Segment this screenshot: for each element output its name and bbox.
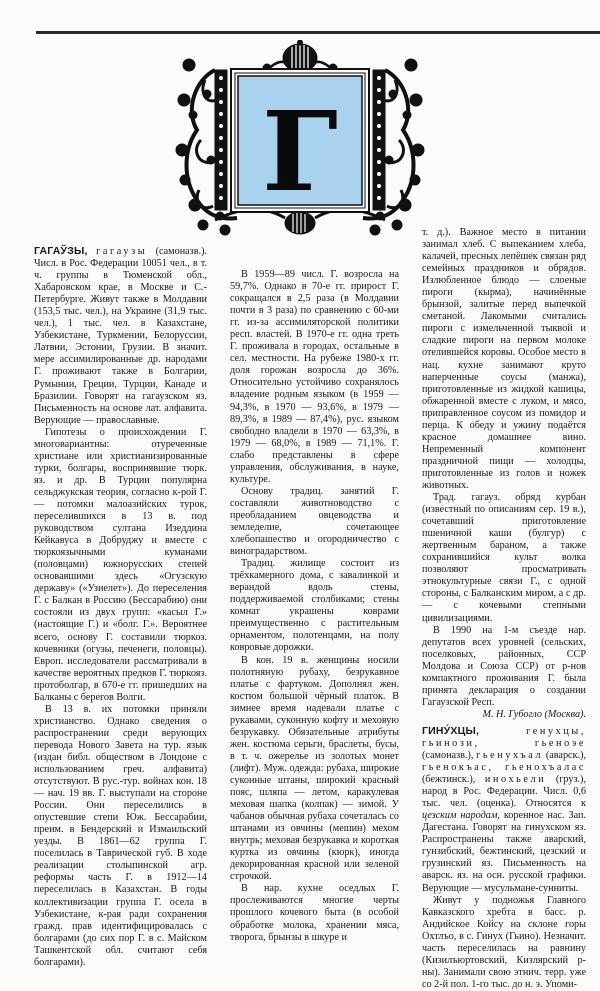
paragraph-settlement: Живут у подножья Главного Кавказского хребта в басс. р. Андийское Койсу на склоне горы Охтлъо, в с. Гинух (Гьино). Незначит. часть переселилась на равнину (Кизилъюртовский, Кизлярский р-ны). Занимали свою этнич. терр. уже со 2-й пол. 1-го тыс. до н. э. Упоми- (422, 894, 586, 990)
paragraph-1990-declaration: В 1990 на 1-м съезде нар. депутатов всех уровней (сельских, поселковых, районных, ССР Молдова и Союза ССР) от р-нов компактного проживания Г. была принята декларация о создании Гагаузской Респ. (422, 624, 586, 708)
paragraph-dwelling: Традиц. жилище состоит из трёхкамерного дома, с завалинкой и верандой вдоль стены, поддерживаемой столбиками; стены комнат украшены коврами преимущественно с растительным орнаментом, полотенцами, на полу ковровые дорожки. (230, 558, 399, 654)
column-right (422, 227, 586, 991)
headword-gagauzy: ГАГАЎЗЫ, (34, 245, 88, 257)
initial-letter: Г (262, 87, 338, 216)
paragraph-text: (бежтинск.), (422, 774, 476, 786)
entry-ginukhtsy-intro (422, 725, 586, 895)
paragraph-rituals: Трад. гагауз. обряд курбан (известный по описаниям сер. 19 в.), сочетавший приготовление пшеничной каши (булгур) с жертвенным бараном, а также сохранившийся культ волка позволяют просматривать этнокультурные связи Г., с одной стороны, с Балканским миром, а с др. — с кочевыми степными цивилизациями. (422, 492, 586, 624)
paragraph-text: (груз.), народ в Рос. Федерации. Числ. 0,6 тыс. чел. (оценка). Относятся к (422, 774, 586, 810)
entry-gagauzy-intro (34, 245, 207, 427)
native-name: гьенокъас, гьенохъалас (422, 762, 586, 774)
paragraph-text: (самоназв.), (422, 750, 474, 762)
column-left (34, 245, 207, 969)
native-name: инохьели (484, 774, 547, 786)
headword-ginukhtsy: ГИНУ́ХЦЫ, (422, 724, 480, 737)
top-rule (36, 31, 600, 34)
paragraph-origins: Гипотезы о происхождении Г. многовариантны: отуреченные христиане или христианизированные турки, болгары, воспринявшие тюрк. яз. и др. В Турции популярна сельджукская теория, согласно к-рой Г. — потомки малоазийских турок, переселившихся в 13 в. под руководством султана Изеддина Кейкавуса в Добруджу и вместе с тюркоязычными куманами (половцами) южнорусских степей основавшими здесь «Огузскую державу» («Узиелет»). До переселения Г. с Балкан в Россию (Бессарабию) они состояли из двух групп: «касыл Г.» (настоящие Г.) и «болг. Г.». Вероятнее всего, основу Г. составили тюркоз. кочевники (огузы, печенеги, половцы). Европ. исследователи рассматривали в качестве вероятных предков Г. тюркояз. протоболгар, в 670-е гг. пришедших на Балканы с берегов Волги. (34, 426, 207, 703)
paragraph-occupations: Основу традиц. занятий Г. составляли животноводство с преобладанием овцеводства и земледелие, сочетающее хлебопашество и огородничество с виноградарством. (230, 485, 399, 558)
ornamental-letter-frame (175, 40, 425, 238)
author-signature: М. Н. Губогло (Москва). (482, 708, 586, 720)
paragraph-text: коренное нас. Зап. Дагестана. Говорят на гинухском яз. Распространены также аварский, гунзибский, бежтинский, цезский и грузинский яз. Письменность на аварск. яз. на осн. русской графики. Верующие — мусульмане-сунниты. (422, 810, 586, 894)
cross-reference-link[interactable]: цезским народам, (422, 810, 500, 822)
paragraph-clothing: В кон. 19 в. женщины носили полотняную рубаху, безрукавное платье с фартуком. Дополнял жен. костюм большой чёрный платок. В зимнее время надевали платье с рукавами, суконную кофту и меховую безрукавку. Обязательные атрибуты жен. костюма серьги, браслеты, бусы, в т. ч. ожерелье из золотых монет (лифт). Муж. одежда: рубаха, широкие суконные штаны, широкий красный пояс, шляпа — летом, каракулевая меховая шапка (колпак) — зимой. У чабанов обычная рубаха сочеталась со штанами из овчины (мешин) мехом внутрь; меховая безрукавка и короткая куртка из овчины (кюрк), иногда декорированная красной или зеленой строчкой. (230, 654, 399, 883)
column-middle (230, 269, 399, 944)
paragraph-text: (аварск.), (545, 750, 587, 762)
paragraph-food: т. д.). Важное место в питании занимал хлеб. С выпеканием хлеба, калачей, пресных лепёшек связан ряд семейных праздников и обрядов. Излюбленное блюдо — слоеные пироги (кырма), начинённые брынзой, залитые перед выпечкой сметаной. Лакомыми считались пироги с измельченной тыквой и сладкие пироги на первом молоке отелившейся коровы. Особое место в нац. кухне занимают круто наперченные соусы (манжа), приготовленные из жидкой кашицы, обжаренной вместе с луком, и мясо, приправленное соусом из помидор и перца. К обеду и ужину подаётся красное домашнее вино. Непременный компонент праздничной пищи — холодцы, приготовленные из голов и ножек животных. (422, 227, 586, 491)
paragraph-cuisine: В нар. кухне оседлых Г. прослеживаются многие черты прошлого кочевого быта (в особой обработке молока, хранении мяса, творога, брынзы в шкуре и (230, 883, 399, 943)
native-name: генухцы, гьинози, гьеноэе (422, 725, 586, 749)
paragraph-text: (самоназв.). Числ. в Рос. Федерации 10051 чел., в т. ч. группы в Тюменской обл., Хабаровском крае, в Москве и С.-Петербурге. Живут также в Молдавии (153,5 тыс. чел.), на Украине (31,9 тыс. чел.), 1 тыс. чел. в Казахстане, Узбекистане, Туркмении, Белоруссии, Латвии, Эстонии, Грузии. В значит. мере ассимилированные др. народами Г. проживают также в Болгарии, Румынии, Греции, Турции, Канаде и Бразилии. Говорят на гагаузском яз. Письменность на основе лат. алфавита. Верующие — православные. (34, 246, 208, 426)
paragraph-demography: В 1959—89 числ. Г. возросла на 59,7%. Однако в 70-е гг. прирост Г. сокращался в 2,5 раза (в Молдавии почти в 3 раза) по сравнению с 60-ми гг. из-за ассимиляторской политики респ. властей. В 1970-е гг. одна треть Г. проживала в городах, остальные в сел. местности. На рубеже 1980-х гг. доля горожан возросла до 36%. Относительно устойчиво сохранялось владение родным языком (в 1959 — 94,3%, в 1970 — 93,6%, в 1979 — 89,3%, в 1989 — 87,4%), рус. языком свободно владели в 1970 — 63,3%, в 1979 — 68,0%, в 1989 — 71,1%. Г. слабо представлены в сфере управления, обслуживания, в науке, культуре. (230, 269, 399, 485)
native-name: гьенухъал (476, 750, 544, 762)
paragraph-history: В 13 в. их потомки приняли христианство. Однако сведения о распространении среди верующих перевода Нового Завета на тур. язык (издан библ. обществом в Лондоне с использованием греч. алфавита) отсутствуют. В рус.-тур. войнах кон. 18 — нач. 19 вв. Г. выступали на стороне России. Они переселились в опустевшие степи Юж. Бессарабии, преим. в Бендерский и Измаильский уезды. В 1861—62 группа Г. поселилась в Таврической губ. В ходе реализации столыпинской агр. реформы часть Г. в 1912—14 переселилась в Казахстан. В годы коллективизации группа Г. осела в Узбекистане, к-рая ради сохранения гражд. прав идентифицировалась с болгарами (до сих пор Г. в с. Майском Ташкентской обл. считают себя болгарами). (34, 703, 207, 968)
native-name: гагаузы (96, 246, 148, 257)
